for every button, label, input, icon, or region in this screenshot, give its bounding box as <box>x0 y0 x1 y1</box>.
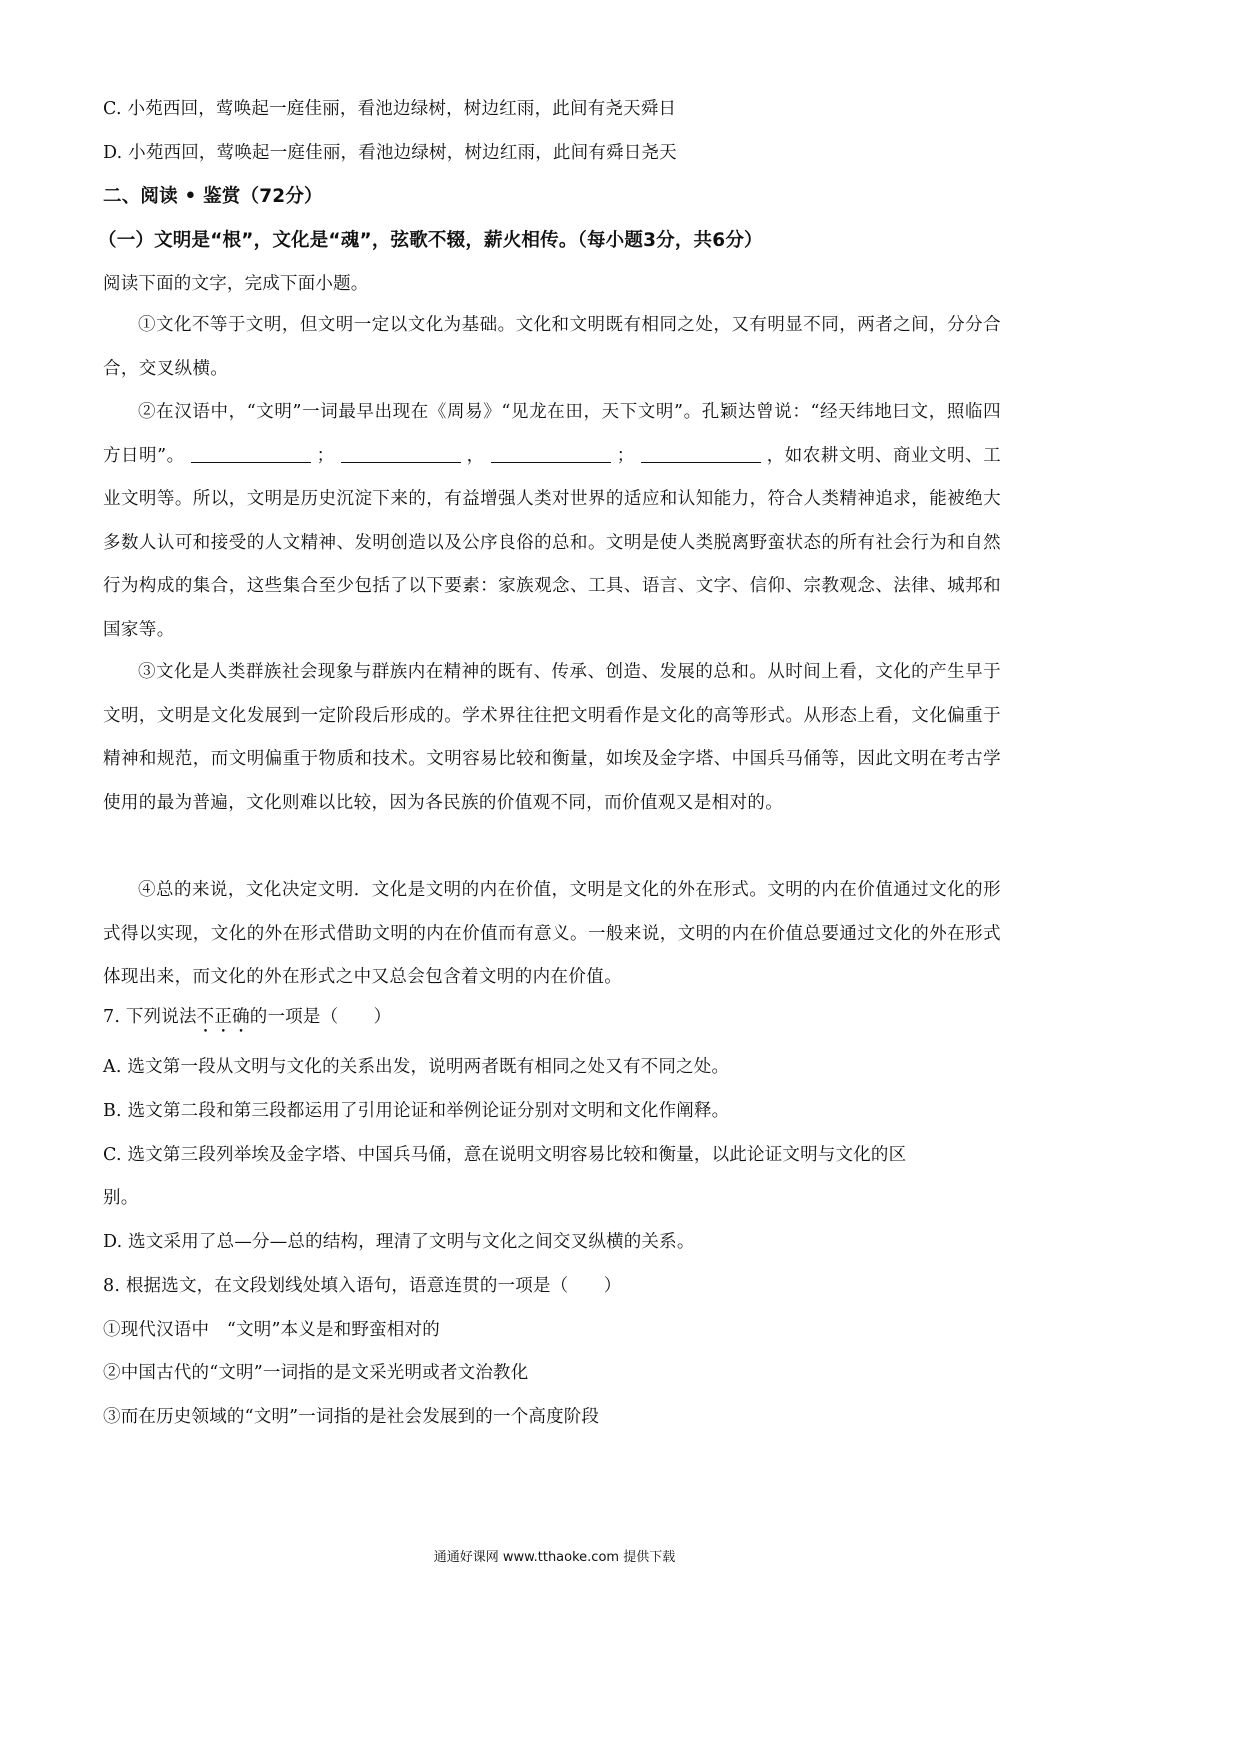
fill-blank-4 <box>641 444 761 463</box>
question-7-option-d: D. 选文采用了总—分—总的结构，理清了文明与文化之间交叉纵横的关系。 <box>103 1232 695 1252</box>
question-8-sentence-2: ②中国古代的“文明”一词指的是文采光明或者文治教化 <box>103 1363 529 1383</box>
question-8-sentence-3: ③而在历史领域的“文明”一词指的是社会发展到的一个高度阶段 <box>103 1407 600 1427</box>
question-7-option-b: B. 选文第二段和第三段都运用了引用论证和举例论证分别对文明和文化作阐释。 <box>103 1101 730 1121</box>
fill-blank-3 <box>491 444 611 463</box>
question-7-option-a: A. 选文第一段从文明与文化的关系出发，说明两者既有相同之处又有不同之处。 <box>103 1057 730 1077</box>
option-c-prev: C. 小苑西回，莺唤起一庭佳丽，看池边绿树，树边红雨，此间有尧天舜日 <box>103 99 677 119</box>
page-footer: 通通好课网 www.tthaoke.com 提供下载 <box>433 1550 676 1565</box>
blank-separator: ； <box>316 445 335 466</box>
question-7-emphasis: 不正确 <box>196 1007 250 1027</box>
blank-separator: ， <box>766 445 785 466</box>
question-7-stem <box>103 1003 391 1037</box>
question-8-sentence-1: ①现代汉语中 “文明”本义是和野蛮相对的 <box>103 1320 440 1340</box>
section-title: 二、阅读 • 鉴赏（72分） <box>103 186 323 207</box>
blank-separator: ， <box>466 445 485 466</box>
passage-paragraph-2 <box>103 391 1001 653</box>
fill-blank-2 <box>341 444 461 463</box>
passage-paragraph-3: ③文化是人类群族社会现象与群族内在精神的既有、传承、创造、发展的总和。从时间上看，文化的产生早于文明，文明是文化发展到一定阶段后形成的。学术界往往把文明看作是文化的高等形式。从形态上看，文化偏重于精神和规范，而文明偏重于物质和技术。文明容易比较和衡量，如埃及金字塔、中国兵马俑等，因此文明在考古学使用的最为普遍，文化则难以比较，因为各民族的价值观不同，而价值观又是相对的。 <box>103 662 1001 813</box>
instruction: 阅读下面的文字，完成下面小题。 <box>103 274 369 294</box>
question-7-option-c-cont: 别。 <box>103 1188 139 1208</box>
fill-blank-1 <box>191 444 311 463</box>
subsection-title: （一）文明是“根”，文化是“魂”，弦歌不辍，薪火相传。（每小题3分，共6分） <box>98 230 763 251</box>
question-7-stem-pre: 7. 下列说法 <box>103 1007 197 1027</box>
blank-separator: ； <box>616 445 635 466</box>
question-7-stem-post: 的一项是（ ） <box>249 1007 392 1027</box>
passage-paragraph-1: ①文化不等于文明，但文明一定以文化为基础。文化和文明既有相同之处，又有明显不同，两者之间，分分合合，交叉纵横。 <box>103 315 1001 379</box>
paragraph-2-rest: 如农耕文明、商业文明、工业文明等。所以，文明是历史沉淀下来的，有益增强人类对世界的适应和认知能力，符合人类精神追求，能被绝大多数人认可和接受的人文精神、发明创造以及公序良俗的总和。文明是使人类脱离野蛮状态的所有社会行为和自然行为构成的集合，这些集合至少包括了以下要素：家族观念、工具、语言、文字、信仰、宗教观念、法律、城邦和国家等。 <box>103 445 1001 640</box>
option-d-prev: D. 小苑西回，莺唤起一庭佳丽，看池边绿树，树边红雨，此间有舜日尧天 <box>103 143 677 163</box>
question-8-stem: 8. 根据选文，在文段划线处填入语句，语意连贯的一项是（ ） <box>103 1276 622 1296</box>
paragraph-2-lead: ②在汉语中，“文明”一词最早出现在《周易》“见龙在田，天下文明”。孔颖达曾说：“经天纬地曰文，照临四方日明”。 <box>103 402 1001 466</box>
question-7-option-c: C. 选文第三段列举埃及金字塔、中国兵马俑，意在说明文明容易比较和衡量，以此论证文明与文化的区 <box>103 1145 907 1165</box>
passage-paragraph-4: ④总的来说，文化决定文明．文化是文明的内在价值，文明是文化的外在形式。文明的内在价值通过文化的形式得以实现，文化的外在形式借助文明的内在价值而有意义。一般来说，文明的内在价值总要通过文化的外在形式体现出来，而文化的外在形式之中又总会包含着文明的内在价值。 <box>103 880 1001 988</box>
